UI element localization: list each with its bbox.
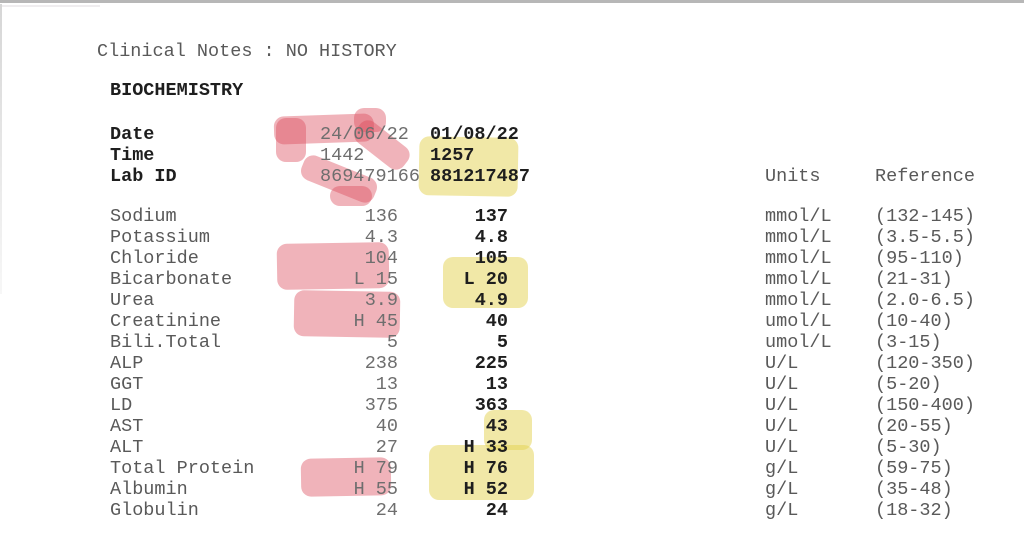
units-value: g/L <box>765 479 799 500</box>
units-value: mmol/L <box>765 248 832 269</box>
analyte-name: AST <box>110 416 144 437</box>
analyte-name: Creatinine <box>110 311 222 332</box>
table-row <box>0 332 1024 353</box>
reference-range: (5-20) <box>875 374 942 395</box>
table-row <box>0 458 1024 479</box>
units-value: mmol/L <box>765 227 832 248</box>
units-value: U/L <box>765 437 799 458</box>
analyte-name: Sodium <box>110 206 177 227</box>
time-current: 1257 <box>430 145 475 166</box>
reference-range: (95-110) <box>875 248 964 269</box>
reference-column-header: Reference <box>875 166 975 187</box>
table-row <box>0 374 1024 395</box>
table-row <box>0 500 1024 521</box>
reference-range: (20-55) <box>875 416 953 437</box>
units-value: U/L <box>765 353 799 374</box>
previous-result-value: 24 <box>375 500 398 521</box>
analyte-name: LD <box>110 395 133 416</box>
units-value: U/L <box>765 416 799 437</box>
units-value: g/L <box>765 458 799 479</box>
clinical-notes-text: Clinical Notes : NO HISTORY <box>97 41 397 62</box>
previous-result-value: 136 <box>364 206 398 227</box>
table-row <box>0 437 1024 458</box>
meta-row-time <box>0 145 1024 166</box>
previous-result-value: H 55 <box>353 479 398 500</box>
pink-highlight <box>330 186 372 206</box>
current-result-value: 40 <box>485 311 508 332</box>
table-row <box>0 479 1024 500</box>
units-value: umol/L <box>765 332 832 353</box>
analyte-name: ALP <box>110 353 144 374</box>
top-border-line <box>0 0 1024 3</box>
table-row <box>0 416 1024 437</box>
date-previous: 24/06/22 <box>320 124 409 145</box>
reference-range: (10-40) <box>875 311 953 332</box>
time-label: Time <box>110 145 155 166</box>
table-row <box>0 206 1024 227</box>
reference-range: (3.5-5.5) <box>875 227 975 248</box>
time-previous: 1442 <box>320 145 365 166</box>
current-result-value: 225 <box>474 353 508 374</box>
current-result-value: 5 <box>496 332 508 353</box>
analyte-name: GGT <box>110 374 144 395</box>
previous-result-value: 375 <box>364 395 398 416</box>
units-column-header: Units <box>765 166 821 187</box>
previous-result-value: 238 <box>364 353 398 374</box>
previous-result-value: 5 <box>386 332 398 353</box>
current-result-value: 4.8 <box>474 227 508 248</box>
table-row <box>0 248 1024 269</box>
current-result-value: 4.9 <box>474 290 508 311</box>
units-value: mmol/L <box>765 269 832 290</box>
current-result-value: 24 <box>485 500 508 521</box>
current-result-value: 43 <box>485 416 508 437</box>
reference-range: (120-350) <box>875 353 975 374</box>
table-row <box>0 395 1024 416</box>
table-row <box>0 227 1024 248</box>
current-result-value: 105 <box>474 248 508 269</box>
reference-range: (2.0-6.5) <box>875 290 975 311</box>
meta-row-date <box>0 124 1024 145</box>
analyte-name: Albumin <box>110 479 188 500</box>
analyte-name: ALT <box>110 437 144 458</box>
meta-row-lab-id <box>0 166 1024 187</box>
date-current: 01/08/22 <box>430 124 519 145</box>
previous-result-value: H 79 <box>353 458 398 479</box>
reference-range: (59-75) <box>875 458 953 479</box>
date-label: Date <box>110 124 155 145</box>
clinical-notes-row <box>0 41 1024 62</box>
reference-range: (21-31) <box>875 269 953 290</box>
page-title: BIOCHEMISTRY <box>110 80 244 101</box>
current-result-value: H 52 <box>463 479 508 500</box>
analyte-name: Potassium <box>110 227 210 248</box>
reference-range: (132-145) <box>875 206 975 227</box>
previous-result-value: 27 <box>375 437 398 458</box>
current-result-value: 137 <box>474 206 508 227</box>
current-result-value: H 76 <box>463 458 508 479</box>
units-value: U/L <box>765 395 799 416</box>
table-row <box>0 353 1024 374</box>
lab-id-current: 881217487 <box>430 166 530 187</box>
reference-range: (5-30) <box>875 437 942 458</box>
previous-result-value: H 45 <box>353 311 398 332</box>
units-value: umol/L <box>765 311 832 332</box>
previous-result-value: 4.3 <box>364 227 398 248</box>
reference-range: (150-400) <box>875 395 975 416</box>
table-row <box>0 290 1024 311</box>
top-border-fade <box>0 5 100 7</box>
current-result-value: 13 <box>485 374 508 395</box>
current-result-value: 363 <box>474 395 508 416</box>
reference-range: (18-32) <box>875 500 953 521</box>
section-title-row <box>0 80 1024 101</box>
analyte-name: Chloride <box>110 248 199 269</box>
analyte-name: Globulin <box>110 500 199 521</box>
previous-result-value: 40 <box>375 416 398 437</box>
previous-result-value: 3.9 <box>364 290 398 311</box>
analyte-name: Urea <box>110 290 155 311</box>
reference-range: (3-15) <box>875 332 942 353</box>
previous-result-value: 104 <box>364 248 398 269</box>
previous-result-value: 13 <box>375 374 398 395</box>
current-result-value: H 33 <box>463 437 508 458</box>
previous-result-value: L 15 <box>353 269 398 290</box>
analyte-name: Total Protein <box>110 458 255 479</box>
current-result-value: L 20 <box>463 269 508 290</box>
units-value: mmol/L <box>765 290 832 311</box>
analyte-name: Bicarbonate <box>110 269 233 290</box>
units-value: U/L <box>765 374 799 395</box>
analyte-name: Bili.Total <box>110 332 222 353</box>
units-value: mmol/L <box>765 206 832 227</box>
table-row <box>0 269 1024 290</box>
table-row <box>0 311 1024 332</box>
units-value: g/L <box>765 500 799 521</box>
reference-range: (35-48) <box>875 479 953 500</box>
lab-id-label: Lab ID <box>110 166 177 187</box>
lab-id-previous: 869479166 <box>320 166 420 187</box>
